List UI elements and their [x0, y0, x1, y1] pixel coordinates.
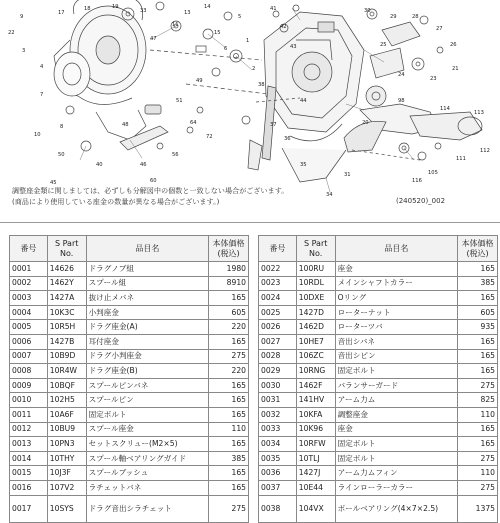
cell-price: 165	[209, 393, 249, 408]
cell-part-no: 141HV	[296, 393, 335, 408]
cell-price: 275	[209, 495, 249, 522]
cell-no: 0009	[10, 378, 48, 393]
cell-no: 0013	[10, 437, 48, 452]
callout-number: 11	[172, 22, 179, 28]
cell-name: セットスクリュー(M2×5)	[86, 437, 209, 452]
cell-no: 0008	[10, 364, 48, 379]
table-row	[10, 437, 249, 452]
cell-part-no: 1427D	[296, 305, 335, 320]
callout-number: 6	[224, 46, 228, 52]
cell-part-no: 10RDL	[296, 276, 335, 291]
table-row	[10, 466, 249, 481]
header-part-no	[47, 236, 86, 262]
cell-price: 935	[458, 320, 498, 335]
cell-name: 固定ボルト	[335, 437, 458, 452]
cell-no: 0022	[259, 262, 297, 277]
cell-price: 385	[458, 276, 498, 291]
cell-no: 0035	[259, 451, 297, 466]
cell-name: スプールブッシュ	[86, 466, 209, 481]
table-row	[10, 495, 249, 522]
table-row	[10, 262, 249, 277]
cell-part-no: 10K96	[296, 422, 335, 437]
callout-number: 105	[428, 170, 438, 176]
callout-number: 27	[436, 26, 443, 32]
cell-no: 0037	[259, 480, 297, 495]
table-row	[10, 291, 249, 306]
cell-no: 0004	[10, 305, 48, 320]
table-row	[259, 334, 498, 349]
cell-part-no: 10PN3	[47, 437, 86, 452]
callout-number: 9	[20, 14, 24, 20]
cell-name: ローターツバ	[335, 320, 458, 335]
callout-number: 22	[8, 30, 15, 36]
cell-price: 110	[458, 407, 498, 422]
cell-price: 165	[209, 407, 249, 422]
cell-name: 音出シバネ	[335, 334, 458, 349]
cell-price: 165	[209, 334, 249, 349]
table-row	[259, 393, 498, 408]
cell-name: スプール組	[86, 276, 209, 291]
cell-name: 抜け止メバネ	[86, 291, 209, 306]
table-row	[259, 378, 498, 393]
cell-part-no: 10DXE	[296, 291, 335, 306]
cell-price: 165	[209, 378, 249, 393]
cell-part-no: 10R4W	[47, 364, 86, 379]
cell-name: ボールベアリング(4×7×2.5)	[335, 495, 458, 522]
table-header-row	[259, 236, 498, 262]
callout-number: 116	[412, 178, 422, 184]
cell-part-no: 10R5H	[47, 320, 86, 335]
header-part-line1: S Part	[303, 238, 328, 248]
cell-part-no: 10RNG	[296, 364, 335, 379]
cell-no: 0015	[10, 466, 48, 481]
cell-no: 0012	[10, 422, 48, 437]
callout-number: 60	[150, 178, 157, 184]
cell-no: 0034	[259, 437, 297, 452]
callout-number: 46	[140, 162, 147, 168]
table-row	[259, 495, 498, 522]
callout-number: 2	[252, 66, 256, 72]
callout-number: 20	[362, 120, 369, 126]
cell-name: ドラグ小判座金	[86, 349, 209, 364]
cell-no: 0038	[259, 495, 297, 522]
cell-part-no: 107V2	[47, 480, 86, 495]
cell-name: スプールピン	[86, 393, 209, 408]
table-row	[259, 305, 498, 320]
callout-number: 44	[300, 98, 307, 104]
callout-number: 18	[84, 6, 91, 12]
callout-number: 49	[196, 78, 203, 84]
cell-no: 0010	[10, 393, 48, 408]
cell-no: 0016	[10, 480, 48, 495]
cell-price: 275	[458, 378, 498, 393]
cell-name: ドラグ座金(A)	[86, 320, 209, 335]
diagram-code: (240520)_002	[396, 197, 446, 205]
cell-price: 275	[209, 349, 249, 364]
cell-name: ドラグノブ組	[86, 262, 209, 277]
cell-part-no: 10THY	[47, 451, 86, 466]
table-row	[259, 364, 498, 379]
cell-name: バランサーガード	[335, 378, 458, 393]
header-price	[209, 236, 249, 262]
callout-number: 51	[176, 98, 183, 104]
cell-price: 275	[458, 451, 498, 466]
parts-table-right	[258, 235, 498, 523]
cell-part-no: 1427A	[47, 291, 86, 306]
callout-number: 17	[58, 10, 65, 16]
cell-name: ドラグ音出シラチェット	[86, 495, 209, 522]
callout-number: 14	[204, 4, 211, 10]
table-row	[259, 437, 498, 452]
callout-number: 41	[270, 6, 277, 12]
cell-part-no: 1462D	[296, 320, 335, 335]
callout-number: 48	[122, 122, 129, 128]
assembly-note-sub: (商品により使用している座金の数量が異なる場合がございます。)	[12, 198, 220, 206]
cell-part-no: 10HE7	[296, 334, 335, 349]
callout-number: 30	[364, 8, 371, 14]
cell-part-no: 10TLJ	[296, 451, 335, 466]
cell-no: 0002	[10, 276, 48, 291]
cell-name: ラチェットバネ	[86, 480, 209, 495]
callout-number: 64	[190, 120, 197, 126]
cell-price: 8910	[209, 276, 249, 291]
cell-no: 0024	[259, 291, 297, 306]
cell-name: 固定ボルト	[335, 451, 458, 466]
callout-number: 31	[344, 172, 351, 178]
header-price-line2: (税込)	[217, 248, 240, 258]
callout-number: 35	[300, 162, 307, 168]
cell-name: 耳付座金	[86, 334, 209, 349]
cell-part-no: 10E44	[296, 480, 335, 495]
callout-number: 50	[58, 152, 65, 158]
table-row	[259, 480, 498, 495]
cell-price: 165	[458, 437, 498, 452]
cell-name: メインシャフトカラー	[335, 276, 458, 291]
callout-number: 5	[238, 14, 242, 20]
table-row	[259, 407, 498, 422]
cell-no: 0011	[10, 407, 48, 422]
cell-no: 0026	[259, 320, 297, 335]
cell-price: 165	[209, 291, 249, 306]
cell-price: 110	[209, 422, 249, 437]
callout-number: 43	[290, 44, 297, 50]
table-row	[259, 466, 498, 481]
callout-number: 24	[398, 72, 405, 78]
callout-number: 26	[450, 42, 457, 48]
cell-name: Oリング	[335, 291, 458, 306]
cell-price: 165	[209, 480, 249, 495]
cell-price: 605	[209, 305, 249, 320]
callout-number: 37	[270, 122, 277, 128]
callout-number: 13	[184, 10, 191, 16]
cell-part-no: 102H5	[47, 393, 86, 408]
cell-part-no: 1427B	[47, 334, 86, 349]
header-part-line2: No.	[309, 248, 323, 258]
header-no: 番号	[10, 236, 48, 262]
cell-part-no: 1462F	[296, 378, 335, 393]
callout-number: 40	[96, 162, 103, 168]
callout-number: 47	[150, 36, 157, 42]
callout-number: 38	[258, 82, 265, 88]
cell-part-no: 10SYS	[47, 495, 86, 522]
header-price-line1: 本体価格	[461, 238, 494, 248]
cell-name: 座金	[335, 422, 458, 437]
cell-price: 165	[209, 466, 249, 481]
cell-name: ドラグ座金(B)	[86, 364, 209, 379]
cell-name: 固定ボルト	[86, 407, 209, 422]
callout-number: 3	[22, 48, 26, 54]
callout-number: 45	[50, 180, 57, 186]
callout-number: 1	[246, 38, 250, 44]
table-row	[10, 276, 249, 291]
callout-number: 15	[214, 30, 221, 36]
callout-number: 21	[452, 66, 459, 72]
cell-no: 0023	[259, 276, 297, 291]
cell-no: 0007	[10, 349, 48, 364]
table-row	[10, 305, 249, 320]
callout-number: 42	[280, 24, 287, 30]
cell-price: 110	[458, 466, 498, 481]
cell-name: アーム力ム	[335, 393, 458, 408]
cell-part-no: 100RU	[296, 262, 335, 277]
table-row	[10, 378, 249, 393]
cell-no: 0005	[10, 320, 48, 335]
cell-price: 220	[209, 320, 249, 335]
callout-number: 36	[284, 136, 291, 142]
callout-number: 34	[326, 192, 333, 198]
cell-name: スプール軸ベアリングガイド	[86, 451, 209, 466]
cell-no: 0032	[259, 407, 297, 422]
callout-number: 28	[412, 14, 419, 20]
cell-name: スプール座金	[86, 422, 209, 437]
callout-number: 4	[40, 64, 44, 70]
cell-price: 165	[209, 437, 249, 452]
callout-number: 112	[480, 148, 490, 154]
cell-no: 0017	[10, 495, 48, 522]
cell-no: 0033	[259, 422, 297, 437]
callout-number: 7	[40, 92, 44, 98]
table-row	[259, 291, 498, 306]
table-row	[259, 451, 498, 466]
cell-price: 220	[209, 364, 249, 379]
table-row	[10, 480, 249, 495]
cell-part-no: 104VX	[296, 495, 335, 522]
callout-number: 29	[390, 14, 397, 20]
table-header-row	[10, 236, 249, 262]
cell-part-no: 14626	[47, 262, 86, 277]
cell-part-no: 10BU9	[47, 422, 86, 437]
cell-price: 165	[458, 422, 498, 437]
cell-part-no: 10KFA	[296, 407, 335, 422]
header-part-line2: No.	[60, 248, 74, 258]
cell-price: 165	[458, 291, 498, 306]
section-divider	[0, 222, 500, 223]
cell-name: 座金	[335, 262, 458, 277]
cell-part-no: 10A6F	[47, 407, 86, 422]
cell-no: 0003	[10, 291, 48, 306]
callout-number: 8	[60, 124, 64, 130]
cell-no: 0031	[259, 393, 297, 408]
cell-price: 165	[458, 364, 498, 379]
cell-part-no: 1462Y	[47, 276, 86, 291]
cell-no: 0001	[10, 262, 48, 277]
header-name: 品目名	[86, 236, 209, 262]
cell-price: 165	[458, 334, 498, 349]
cell-part-no: 10BQF	[47, 378, 86, 393]
cell-no: 0030	[259, 378, 297, 393]
callout-number: 19	[112, 4, 119, 10]
cell-name: 小判座金	[86, 305, 209, 320]
cell-part-no: 106ZC	[296, 349, 335, 364]
cell-price: 605	[458, 305, 498, 320]
callout-number: 114	[440, 106, 450, 112]
callout-number: 10	[34, 132, 41, 138]
cell-part-no: 10B9D	[47, 349, 86, 364]
callout-number: 23	[430, 76, 437, 82]
header-part-no	[296, 236, 335, 262]
cell-no: 0036	[259, 466, 297, 481]
cell-price: 165	[458, 349, 498, 364]
table-row	[259, 349, 498, 364]
table-row	[259, 422, 498, 437]
table-row	[259, 262, 498, 277]
header-part-line1: S Part	[54, 238, 79, 248]
table-row	[10, 334, 249, 349]
cell-part-no: 10K3C	[47, 305, 86, 320]
cell-name: ラインローラーカラー	[335, 480, 458, 495]
table-row	[10, 364, 249, 379]
header-name: 品目名	[335, 236, 458, 262]
cell-no: 0014	[10, 451, 48, 466]
table-row	[10, 393, 249, 408]
cell-no: 0029	[259, 364, 297, 379]
cell-part-no: 10J3F	[47, 466, 86, 481]
callout-number: 98	[398, 98, 405, 104]
callout-number: 111	[456, 156, 466, 162]
cell-name: 調整座金	[335, 407, 458, 422]
table-row	[10, 451, 249, 466]
cell-part-no: 1427J	[296, 466, 335, 481]
parts-table-left-body	[10, 262, 249, 523]
cell-name: アーム力ムフィン	[335, 466, 458, 481]
parts-table-right-body	[259, 262, 498, 523]
header-price-line1: 本体価格	[212, 238, 245, 248]
cell-name: 固定ボルト	[335, 364, 458, 379]
cell-price: 1980	[209, 262, 249, 277]
cell-price: 385	[209, 451, 249, 466]
table-row	[259, 276, 498, 291]
callout-number: 72	[206, 134, 213, 140]
callout-number: 25	[380, 42, 387, 48]
cell-name: スプールピンバネ	[86, 378, 209, 393]
callout-number: 33	[140, 8, 147, 14]
cell-no: 0006	[10, 334, 48, 349]
cell-price: 275	[458, 480, 498, 495]
header-price-line2: (税込)	[466, 248, 489, 258]
cell-no: 0027	[259, 334, 297, 349]
assembly-note: 調整座金類に関しましては、必ずしも分解図中の個数と一致しない場合がございます。	[12, 187, 289, 195]
table-row	[10, 407, 249, 422]
cell-price: 825	[458, 393, 498, 408]
header-price	[458, 236, 498, 262]
table-row	[259, 320, 498, 335]
callout-number: 56	[172, 152, 179, 158]
cell-name: ローターナット	[335, 305, 458, 320]
table-row	[10, 320, 249, 335]
parts-table-left	[9, 235, 249, 523]
callout-number: 113	[474, 110, 484, 116]
cell-no: 0025	[259, 305, 297, 320]
table-row	[10, 349, 249, 364]
header-no: 番号	[259, 236, 297, 262]
cell-price: 1375	[458, 495, 498, 522]
table-row	[10, 422, 249, 437]
cell-price: 165	[458, 262, 498, 277]
cell-part-no: 10RFW	[296, 437, 335, 452]
cell-no: 0028	[259, 349, 297, 364]
cell-name: 音出シピン	[335, 349, 458, 364]
